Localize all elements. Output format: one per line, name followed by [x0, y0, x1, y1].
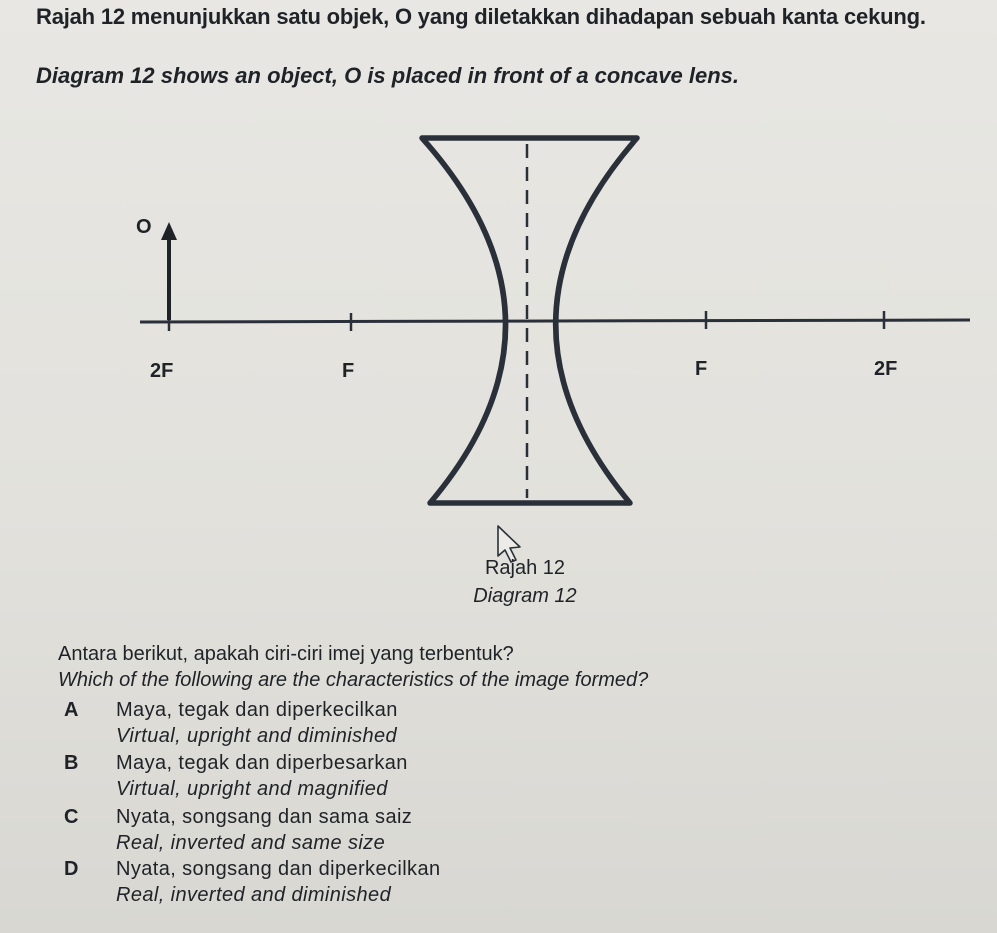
option-letter: A: [64, 699, 79, 721]
diagram-caption-english: Diagram 12: [473, 585, 577, 607]
option-text-english: Virtual, upright and magnified: [116, 778, 388, 800]
prompt-english: Which of the following are the characteristics of the image formed?: [58, 669, 649, 691]
option-text-malay: Nyata, songsang dan diperkecilkan: [116, 858, 441, 880]
option-text-english: Virtual, upright and diminished: [116, 725, 398, 747]
label-right-2f: 2F: [874, 358, 898, 380]
option-text-malay: Maya, tegak dan diperkecilkan: [116, 699, 398, 721]
option-text-english: Real, inverted and same size: [116, 832, 386, 854]
diagram-caption-malay: Rajah 12: [484, 557, 566, 579]
option-text-malay: Nyata, songsang dan sama saiz: [116, 806, 413, 828]
question-text-malay: Rajah 12 menunjukkan satu objek, O yang diletakkan dihadapan sebuah kanta cekung.: [36, 4, 926, 29]
label-left-2f: 2F: [150, 360, 174, 382]
question-text-english: Diagram 12 shows an object, O is placed in front of a concave lens.: [36, 63, 739, 88]
option-letter: C: [64, 806, 79, 828]
label-left-f: F: [342, 360, 355, 382]
prompt-malay: Antara berikut, apakah ciri-ciri imej yang terbentuk?: [58, 643, 514, 665]
option-text-english: Real, inverted and diminished: [116, 884, 392, 906]
label-right-f: F: [695, 358, 708, 380]
object-label: O: [136, 216, 152, 238]
object-arrow-head: [161, 222, 177, 240]
option-text-malay: Maya, tegak dan diperbesarkan: [116, 752, 408, 774]
option-letter: B: [64, 752, 79, 774]
option-letter: D: [64, 858, 79, 880]
